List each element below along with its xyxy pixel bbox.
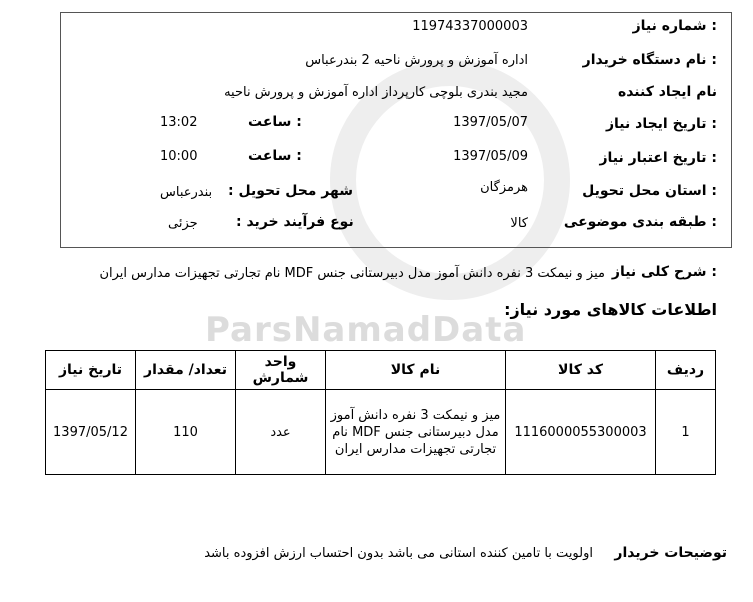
summary-text: میز و نیمکت 3 نفره دانش آموز مدل دبیرستانی جنس MDF نام تجارتی تجهیزات مدارس ایران: [99, 266, 605, 281]
creator-label: نام ایجاد کننده: [617, 84, 717, 100]
validity-time-label: ساعت :: [248, 148, 302, 164]
header-unit: واحد شمارش: [236, 351, 326, 390]
validity-date-value: 1397/05/09: [453, 149, 528, 164]
cell-row-number: 1: [656, 390, 716, 475]
header-row-number: ردیف: [656, 351, 716, 390]
created-date-value: 1397/05/07: [453, 115, 528, 130]
buyer-org-label: نام دستگاه خریدار :: [582, 52, 717, 68]
buyer-org-value: اداره آموزش و پرورش ناحیه 2 بندرعباس: [305, 53, 528, 68]
header-quantity: تعداد/ مقدار: [136, 351, 236, 390]
header-need-date: تاریخ نیاز: [46, 351, 136, 390]
cell-unit: عدد: [236, 390, 326, 475]
validity-time-value: 10:00: [160, 149, 198, 164]
need-number-label: شماره نیاز :: [632, 18, 717, 34]
items-table-header-row: [46, 351, 716, 390]
purchase-type-value: جزئی: [168, 216, 198, 231]
delivery-province-label: استان محل تحویل :: [582, 183, 717, 199]
items-section-title: اطلاعات کالاهای مورد نیاز:: [504, 300, 717, 319]
header-item-code: کد کالا: [506, 351, 656, 390]
creator-value: مجید بندری بلوچی کارپرداز اداره آموزش و پرورش ناحیه: [224, 85, 528, 100]
header-item-name: نام کالا: [326, 351, 506, 390]
need-number-value: 11974337000003: [412, 19, 528, 34]
watermark-brand: ParsNamadData: [205, 310, 527, 350]
category-value: کالا: [510, 216, 528, 231]
summary-label: شرح کلی نیاز :: [611, 264, 717, 280]
delivery-city-label: شهر محل تحویل :: [228, 183, 354, 199]
cell-quantity: 110: [136, 390, 236, 475]
delivery-city-value: بندرعباس: [160, 185, 213, 200]
purchase-type-label: نوع فرآیند خرید :: [236, 214, 354, 230]
cell-need-date: 1397/05/12: [46, 390, 136, 475]
items-table: [45, 350, 716, 475]
created-date-label: تاریخ ایجاد نیاز :: [605, 116, 717, 132]
cell-item-name: میز و نیمکت 3 نفره دانش آموز مدل دبیرستانی جنس MDF نام تجارتی تجهیزات مدارس ایران: [326, 390, 506, 475]
created-time-label: ساعت :: [248, 114, 302, 130]
created-time-value: 13:02: [160, 115, 198, 130]
validity-date-label: تاریخ اعتبار نیاز :: [599, 150, 717, 166]
delivery-province-value: هرمزگان: [480, 180, 528, 195]
category-label: طبقه بندی موضوعی :: [563, 214, 717, 230]
cell-item-code: 1116000055300003: [506, 390, 656, 475]
buyer-notes-text: اولویت با تامین کننده استانی می باشد بدون احتساب ارزش افزوده باشد: [204, 546, 593, 561]
table-row: [46, 390, 716, 475]
buyer-notes-label: توضیحات خریدار: [614, 545, 727, 561]
